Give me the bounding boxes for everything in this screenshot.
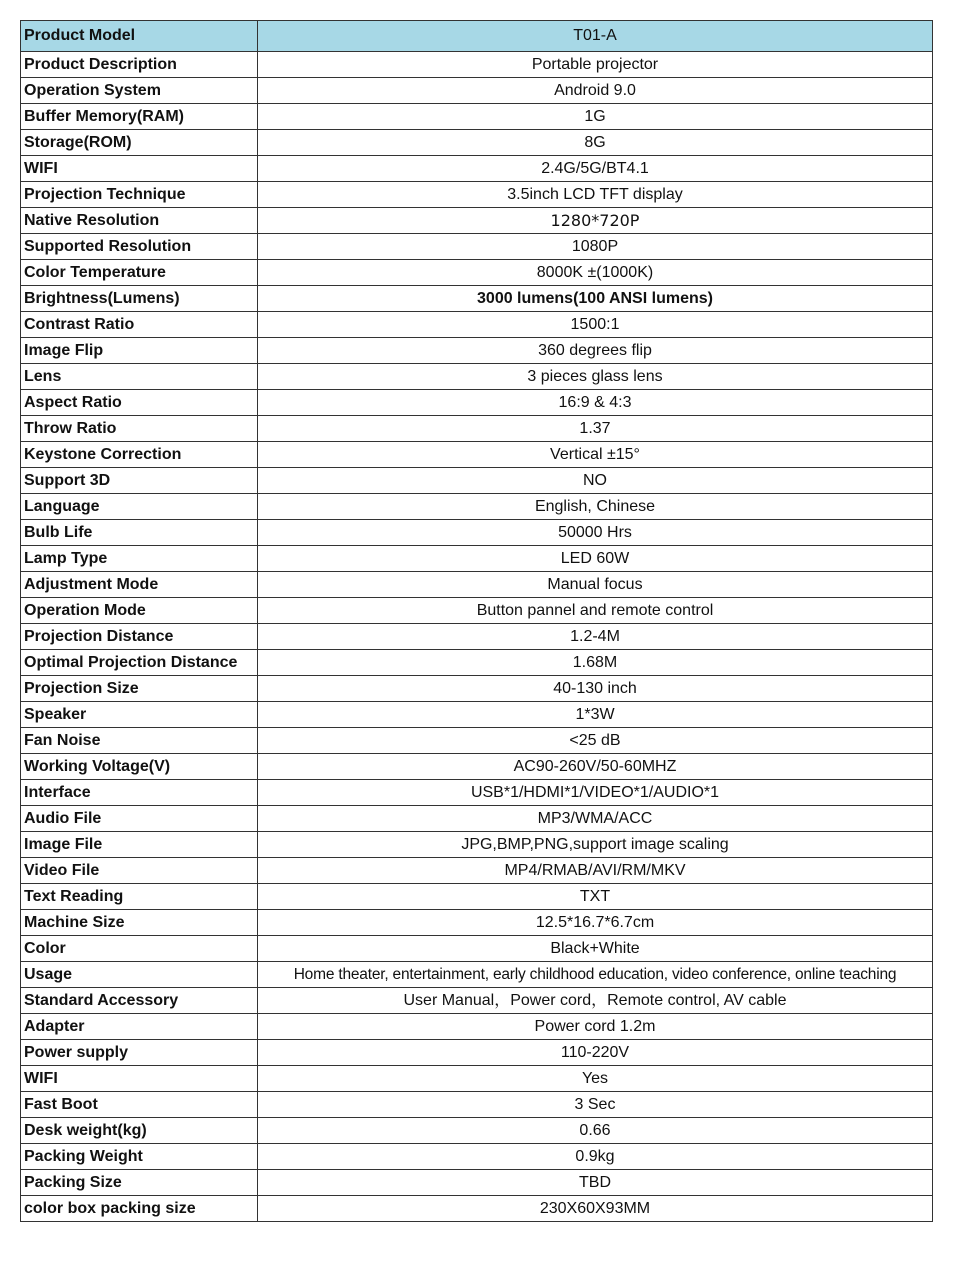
spec-label: Audio File — [21, 806, 258, 832]
spec-label: Operation System — [21, 78, 258, 104]
spec-value: Power cord 1.2m — [258, 1014, 933, 1040]
spec-value: Manual focus — [258, 572, 933, 598]
table-row — [21, 494, 933, 520]
table-row — [21, 130, 933, 156]
table-row — [21, 676, 933, 702]
spec-value: 0.66 — [258, 1118, 933, 1144]
spec-label: Product Description — [21, 52, 258, 78]
table-row — [21, 78, 933, 104]
spec-label: Supported Resolution — [21, 234, 258, 260]
spec-label: Storage(ROM) — [21, 130, 258, 156]
table-row — [21, 338, 933, 364]
spec-label: Fast Boot — [21, 1092, 258, 1118]
spec-value: 40-130 inch — [258, 676, 933, 702]
spec-value: 1.68M — [258, 650, 933, 676]
spec-value: TBD — [258, 1170, 933, 1196]
spec-value: 3000 lumens(100 ANSI lumens) — [258, 286, 933, 312]
spec-value: 3.5inch LCD TFT display — [258, 182, 933, 208]
spec-value: AC90-260V/50-60MHZ — [258, 754, 933, 780]
spec-label: Standard Accessory — [21, 988, 258, 1014]
spec-label: Usage — [21, 962, 258, 988]
spec-value: 50000 Hrs — [258, 520, 933, 546]
table-row — [21, 988, 933, 1014]
spec-value: 1G — [258, 104, 933, 130]
table-row — [21, 754, 933, 780]
spec-value: 1.37 — [258, 416, 933, 442]
table-row — [21, 832, 933, 858]
spec-label: Video File — [21, 858, 258, 884]
table-row — [21, 1040, 933, 1066]
spec-label: Interface — [21, 780, 258, 806]
spec-label: Brightness(Lumens) — [21, 286, 258, 312]
spec-label: Working Voltage(V) — [21, 754, 258, 780]
spec-label: Speaker — [21, 702, 258, 728]
spec-value: Android 9.0 — [258, 78, 933, 104]
table-row — [21, 1170, 933, 1196]
table-row — [21, 624, 933, 650]
spec-label: color box packing size — [21, 1196, 258, 1222]
table-row — [21, 1196, 933, 1222]
spec-label: Projection Distance — [21, 624, 258, 650]
spec-value: 3 pieces glass lens — [258, 364, 933, 390]
spec-label: Packing Weight — [21, 1144, 258, 1170]
table-row — [21, 286, 933, 312]
spec-label: Operation Mode — [21, 598, 258, 624]
spec-label: Throw Ratio — [21, 416, 258, 442]
spec-value: 360 degrees flip — [258, 338, 933, 364]
header-value: T01-A — [258, 21, 933, 52]
spec-label: WIFI — [21, 156, 258, 182]
spec-value: Yes — [258, 1066, 933, 1092]
spec-value: TXT — [258, 884, 933, 910]
spec-label: Bulb Life — [21, 520, 258, 546]
spec-label: Power supply — [21, 1040, 258, 1066]
spec-label: Adapter — [21, 1014, 258, 1040]
spec-label: Projection Technique — [21, 182, 258, 208]
table-row — [21, 52, 933, 78]
spec-value: 3 Sec — [258, 1092, 933, 1118]
spec-label: Color — [21, 936, 258, 962]
table-row — [21, 234, 933, 260]
table-row — [21, 364, 933, 390]
spec-value: LED 60W — [258, 546, 933, 572]
table-row — [21, 780, 933, 806]
table-row — [21, 1092, 933, 1118]
spec-value: Portable projector — [258, 52, 933, 78]
spec-label: Aspect Ratio — [21, 390, 258, 416]
spec-value: 1080P — [258, 234, 933, 260]
spec-label: Native Resolution — [21, 208, 258, 234]
spec-label: Optimal Projection Distance — [21, 650, 258, 676]
table-row — [21, 468, 933, 494]
spec-value: 1.2-4M — [258, 624, 933, 650]
table-row — [21, 858, 933, 884]
spec-value: 230X60X93MM — [258, 1196, 933, 1222]
spec-label: Packing Size — [21, 1170, 258, 1196]
spec-value: 0.9kg — [258, 1144, 933, 1170]
spec-value: Home theater, entertainment, early childhood education, video conference, online teaching — [258, 962, 933, 988]
spec-value: Button pannel and remote control — [258, 598, 933, 624]
spec-value: 8G — [258, 130, 933, 156]
spec-value: 12.5*16.7*6.7cm — [258, 910, 933, 936]
spec-value: USB*1/HDMI*1/VIDEO*1/AUDIO*1 — [258, 780, 933, 806]
table-row — [21, 650, 933, 676]
spec-value: 1280*720P — [258, 208, 933, 234]
table-row — [21, 156, 933, 182]
table-row — [21, 390, 933, 416]
spec-label: Buffer Memory(RAM) — [21, 104, 258, 130]
table-row — [21, 442, 933, 468]
table-row — [21, 208, 933, 234]
table-row — [21, 1066, 933, 1092]
spec-label: Text Reading — [21, 884, 258, 910]
spec-label: Lens — [21, 364, 258, 390]
spec-label: Adjustment Mode — [21, 572, 258, 598]
table-row — [21, 572, 933, 598]
spec-value: JPG,BMP,PNG,support image scaling — [258, 832, 933, 858]
spec-label: Fan Noise — [21, 728, 258, 754]
table-row — [21, 182, 933, 208]
spec-value: English, Chinese — [258, 494, 933, 520]
spec-label: Desk weight(kg) — [21, 1118, 258, 1144]
table-row — [21, 936, 933, 962]
table-row — [21, 702, 933, 728]
table-row — [21, 1144, 933, 1170]
spec-label: Support 3D — [21, 468, 258, 494]
spec-value: 110-220V — [258, 1040, 933, 1066]
spec-label: Keystone Correction — [21, 442, 258, 468]
spec-value: User Manual，Power cord，Remote control, AV cable — [258, 988, 933, 1014]
spec-label: Color Temperature — [21, 260, 258, 286]
spec-label: Image Flip — [21, 338, 258, 364]
table-row — [21, 104, 933, 130]
spec-label: Machine Size — [21, 910, 258, 936]
table-header-row — [21, 21, 933, 52]
table-row — [21, 546, 933, 572]
spec-value: 8000K ±(1000K) — [258, 260, 933, 286]
spec-table — [20, 20, 933, 1222]
spec-value: NO — [258, 468, 933, 494]
table-row — [21, 260, 933, 286]
table-row — [21, 312, 933, 338]
table-row — [21, 1014, 933, 1040]
spec-value: Black+White — [258, 936, 933, 962]
table-row — [21, 1118, 933, 1144]
table-row — [21, 884, 933, 910]
spec-label: WIFI — [21, 1066, 258, 1092]
table-row — [21, 806, 933, 832]
spec-label: Lamp Type — [21, 546, 258, 572]
table-row — [21, 728, 933, 754]
table-row — [21, 962, 933, 988]
table-row — [21, 520, 933, 546]
table-row — [21, 598, 933, 624]
spec-value: Vertical ±15° — [258, 442, 933, 468]
spec-value: MP4/RMAB/AVI/RM/MKV — [258, 858, 933, 884]
spec-label: Language — [21, 494, 258, 520]
table-row — [21, 910, 933, 936]
spec-value: 16:9 & 4:3 — [258, 390, 933, 416]
spec-label: Contrast Ratio — [21, 312, 258, 338]
spec-label: Projection Size — [21, 676, 258, 702]
spec-value: 1*3W — [258, 702, 933, 728]
spec-value: MP3/WMA/ACC — [258, 806, 933, 832]
header-label: Product Model — [21, 21, 258, 52]
table-row — [21, 416, 933, 442]
spec-value: 1500:1 — [258, 312, 933, 338]
spec-value: 2.4G/5G/BT4.1 — [258, 156, 933, 182]
spec-label: Image File — [21, 832, 258, 858]
spec-value: <25 dB — [258, 728, 933, 754]
